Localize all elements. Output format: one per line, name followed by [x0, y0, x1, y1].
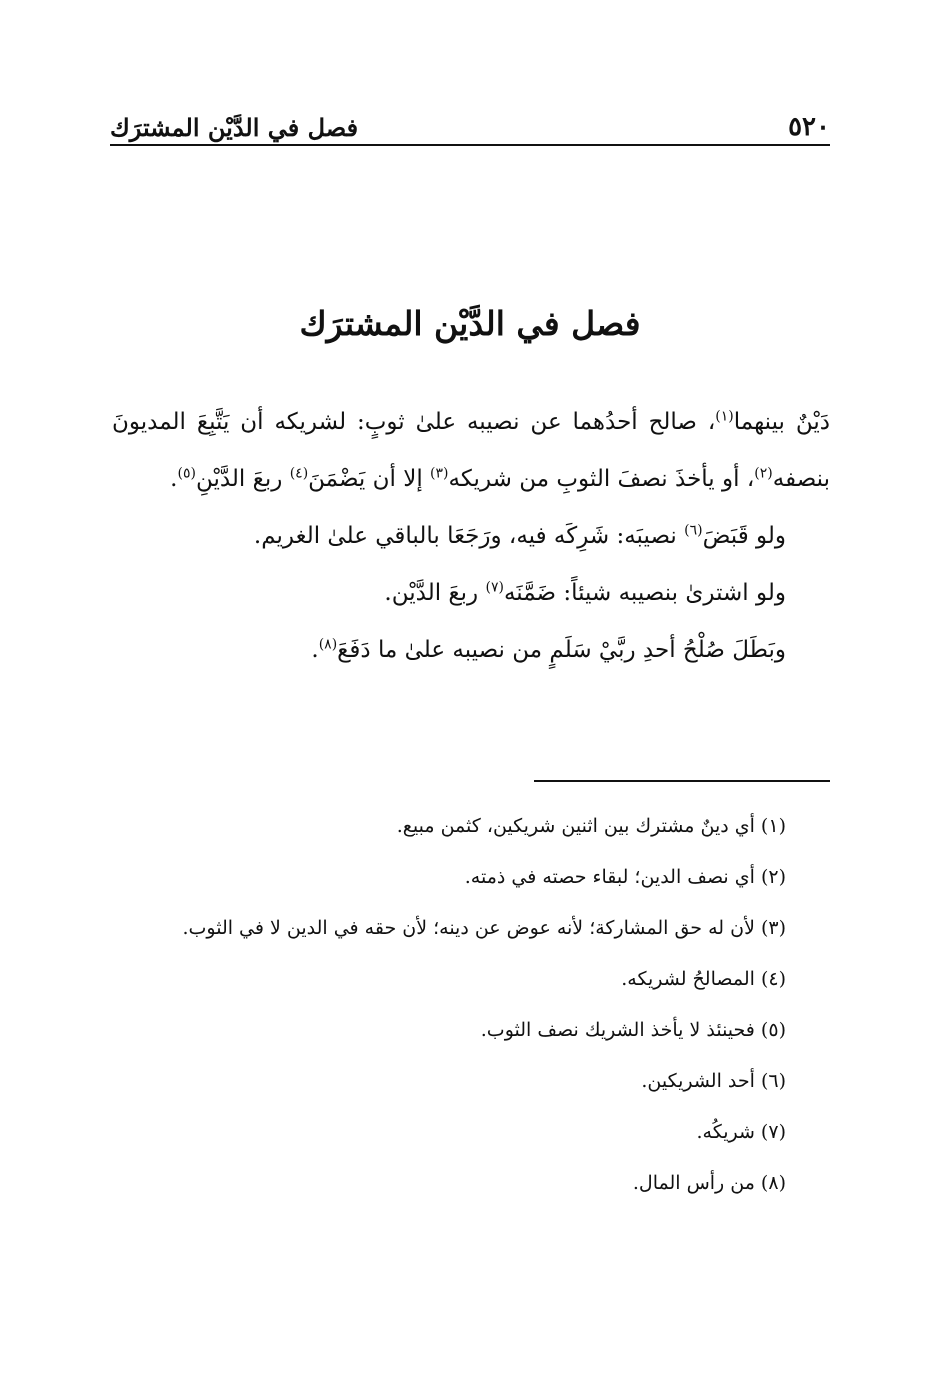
text-segment: نصيبَه: شَرِكَه فيه، ورَجَعَا بالباقي علىٰ الغريم. [253, 523, 685, 549]
main-text [112, 394, 830, 679]
footnote-7: (٧) شريكُه. [696, 1121, 786, 1143]
footnote-2: (٢) أي نصف الدين؛ لبقاء حصته في ذمته. [464, 866, 786, 888]
text-segment: ربعَ الدَّيْن. [384, 580, 486, 606]
text-segment: ولو اشترىٰ بنصيبه شيئاً: ضَمَّنَه [503, 580, 786, 606]
footnote-ref-1[interactable]: (١) [715, 408, 734, 425]
paragraph-1 [112, 394, 830, 508]
footnote-ref-7[interactable]: (٧) [485, 579, 504, 596]
text-segment: . [311, 637, 319, 663]
footnotes [112, 804, 830, 1212]
text-segment: إلا أن يَضْمَنَ [308, 466, 431, 492]
chapter-title: فصل في الدَّيْن المشترَك [299, 304, 641, 343]
footnote-1: (١) أي دينٌ مشترك بين اثنين شريكين، كثمن مبيع. [396, 815, 786, 837]
paragraph-2 [112, 508, 830, 565]
footnote-ref-8[interactable]: (٨) [318, 636, 338, 653]
text-segment: ربعَ الدَّيْنِ [195, 466, 290, 492]
footnote-ref-5[interactable]: (٥) [177, 465, 196, 482]
page-number: ٥٢٠ [788, 112, 830, 142]
footnote-ref-3[interactable]: (٣) [430, 465, 449, 482]
footnote-separator [534, 780, 830, 782]
footnote-ref-6[interactable]: (٦) [684, 522, 703, 539]
paragraph-3 [112, 565, 830, 622]
footnote-8: (٨) من رأس المال. [632, 1172, 786, 1194]
text-segment: ، أو يأخذَ نصفَ الثوبِ من شريكه [448, 466, 755, 492]
footnote-4: (٤) المصالحُ لشريكه. [621, 968, 786, 990]
running-title: فصل في الدَّيْن المشترَك [110, 113, 359, 142]
header-rule [110, 144, 830, 146]
footnote-ref-2[interactable]: (٢) [754, 465, 773, 482]
text-segment: ، صالح أحدُهما عن نصيبه علىٰ ثوبٍ: لشريكه أن يَتَّبِعَ المديونَ بنصفه [112, 409, 830, 492]
text-segment: . [170, 466, 178, 492]
text-segment: ولو قَبَضَ [702, 523, 786, 549]
footnote-5: (٥) فحينئذ لا يأخذ الشريك نصف الثوب. [480, 1019, 786, 1041]
footnote-3: (٣) لأن له حق المشاركة؛ لأنه عوض عن دينه؛ لأن حقه في الدين لا في الثوب. [182, 917, 786, 939]
footnote-6: (٦) أحد الشريكين. [641, 1070, 786, 1092]
running-header [110, 96, 830, 140]
footnote-ref-4[interactable]: (٤) [289, 465, 309, 482]
paragraph-4 [112, 622, 830, 679]
text-segment: دَيْنٌ بينهما [733, 409, 831, 435]
text-segment: وبَطَلَ صُلْحُ أحدِ ربَّيْ سَلَمٍ من نصيبه علىٰ ما دَفَعَ [337, 637, 786, 663]
